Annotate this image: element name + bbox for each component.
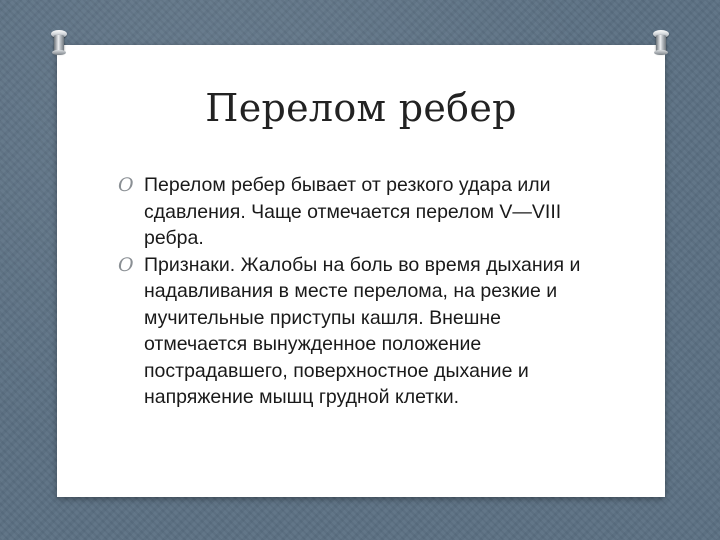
pushpin-icon: [51, 30, 67, 56]
bullet-text: Перелом ребер бывает от резкого удара или сдавления. Чаще отмечается перелом V—VIII ребра.: [144, 174, 562, 249]
bullet-marker-icon: O: [118, 253, 134, 276]
bullet-list: [118, 172, 598, 411]
bullet-item: [118, 252, 598, 411]
pushpin-icon: [653, 30, 669, 56]
slide-title: Перелом ребер: [205, 86, 517, 130]
bullet-text: Признаки. Жалобы на боль во время дыхания и надавливания в месте перелома, на резкие и мучительные приступы кашля. Внешне отмечается вынужденное положение пострадавшего, поверхностное дыхание и напряжение мышц грудной клетки.: [144, 253, 581, 408]
bullet-item: [118, 172, 598, 252]
bullet-marker-icon: O: [118, 174, 134, 196]
